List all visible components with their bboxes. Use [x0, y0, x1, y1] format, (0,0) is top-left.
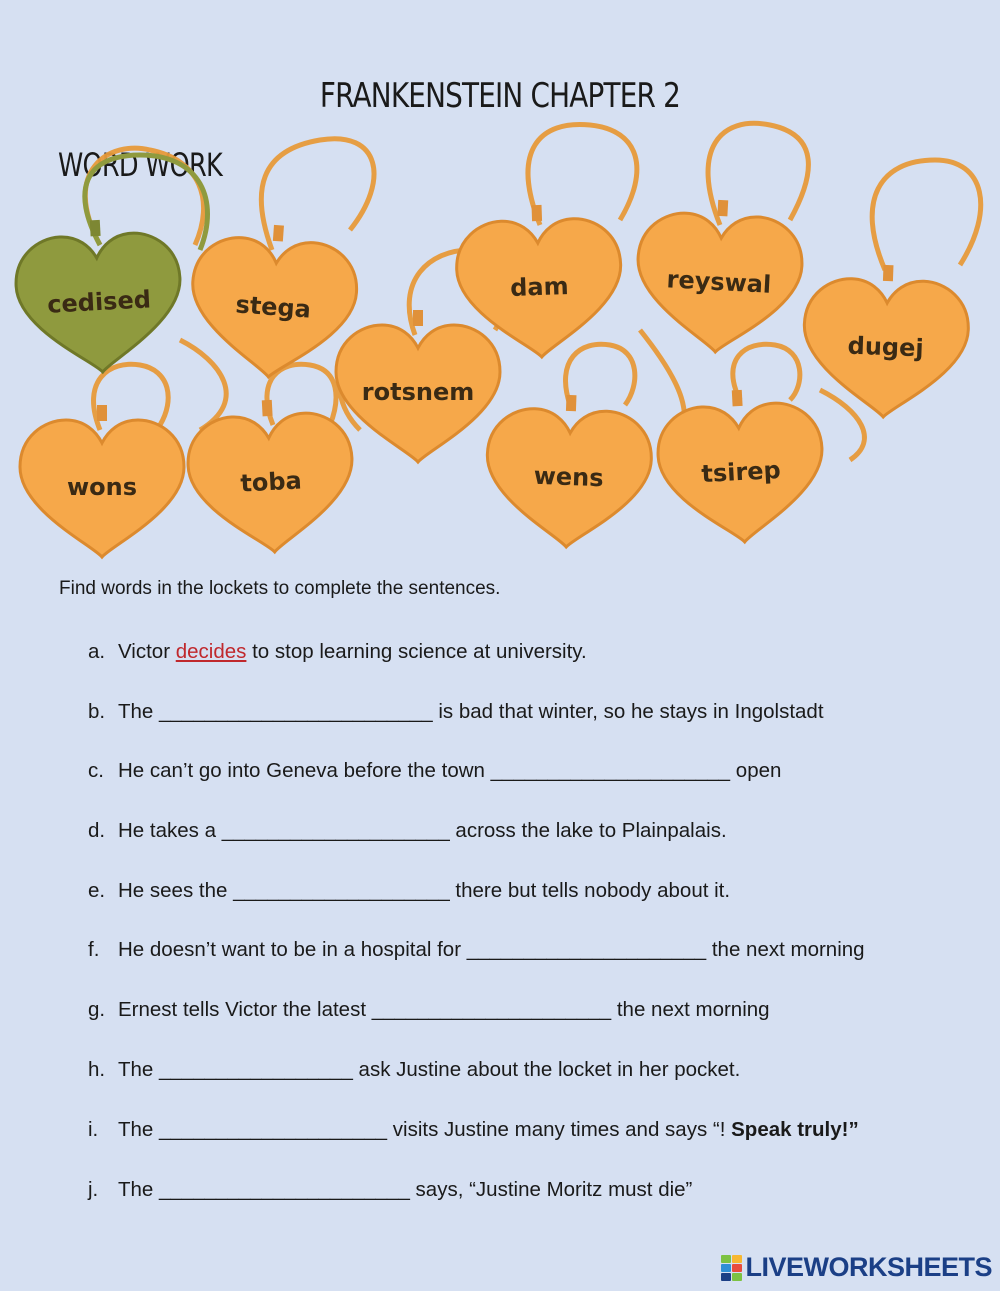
- answer-input[interactable]: decides: [175, 640, 247, 663]
- locket-bail: [883, 265, 894, 281]
- question-letter: a.: [88, 640, 106, 663]
- sentence-text: He doesn’t want to be in a hospital for: [118, 938, 467, 961]
- sentence-text: across the lake to Plainpalais.: [449, 819, 727, 842]
- answer-blank-input[interactable]: ___________________: [233, 879, 450, 902]
- locket-word: wons: [66, 473, 138, 501]
- question-h: [88, 1058, 740, 1082]
- question-d: [88, 819, 727, 843]
- locket-word: rotsnem: [361, 378, 475, 406]
- answer-blank-input[interactable]: _____________________: [466, 938, 707, 961]
- question-b: [88, 700, 824, 724]
- question-f: [88, 938, 865, 962]
- lockets-illustration: [0, 0, 1000, 570]
- sentence-text: there but tells nobody about it.: [449, 879, 731, 902]
- section-title: WORD WORK: [58, 146, 222, 184]
- question-letter: c.: [88, 759, 104, 782]
- sentence-text: to stop learning science at university.: [246, 640, 587, 663]
- question-j: [88, 1178, 692, 1202]
- answer-blank-input[interactable]: ________________________: [159, 700, 433, 723]
- locket-bail: [532, 205, 543, 221]
- locket-word: reyswal: [665, 265, 772, 299]
- question-letter: h.: [88, 1058, 106, 1081]
- answer-blank-input[interactable]: ____________________: [221, 819, 450, 842]
- question-g: [88, 998, 770, 1022]
- question-letter: e.: [88, 879, 106, 902]
- locket-bail: [413, 310, 423, 326]
- instruction-text: Find words in the lockets to complete the sentences.: [59, 578, 501, 599]
- sentence-text: visits Justine many times and says “!: [387, 1118, 732, 1141]
- sentence-text: The: [118, 1178, 160, 1201]
- answer-blank-input[interactable]: ______________________: [159, 1178, 410, 1201]
- sentence-text: ask Justine about the locket in her pocket.: [352, 1058, 741, 1081]
- locket-word: dugej: [847, 331, 925, 363]
- question-letter: d.: [88, 819, 106, 842]
- question-letter: j.: [88, 1178, 99, 1201]
- locket-9: [484, 392, 653, 550]
- sentence-text: Ernest tells Victor the latest: [118, 998, 372, 1021]
- locket-word: tsirep: [700, 455, 782, 489]
- question-a: [88, 640, 587, 664]
- sentence-text: He can’t go into Geneva before the town: [118, 759, 491, 782]
- brand-name: LIVEWORKSHEETS: [745, 1252, 992, 1282]
- locket-bail: [97, 405, 107, 421]
- locket-bail: [717, 200, 728, 217]
- answer-blank-input[interactable]: _________________: [159, 1058, 353, 1081]
- sentence-text: Victor: [118, 640, 176, 663]
- sentence-text: the next morning: [611, 998, 770, 1021]
- locket-word: stega: [234, 290, 312, 324]
- locket-bail: [90, 220, 101, 237]
- logo-icon: [721, 1255, 742, 1281]
- sentence-text: is bad that winter, so he stays in Ingolstadt: [432, 700, 824, 723]
- locket-word: dam: [509, 272, 570, 303]
- question-letter: b.: [88, 700, 106, 723]
- sentence-text: The: [118, 1118, 160, 1141]
- sentence-bold-text: Speak truly!”: [731, 1118, 859, 1141]
- locket-word: cedised: [46, 285, 152, 319]
- question-letter: g.: [88, 998, 106, 1021]
- locket-bail: [732, 390, 743, 407]
- locket-10: [655, 386, 827, 546]
- locket-bail: [566, 395, 577, 411]
- sentence-text: He sees the: [118, 879, 234, 902]
- locket-bail: [262, 400, 273, 417]
- sentence-text: The: [118, 700, 160, 723]
- answer-blank-input[interactable]: _____________________: [371, 998, 612, 1021]
- locket-word: toba: [239, 466, 303, 498]
- answer-blank-input[interactable]: ____________________: [159, 1118, 388, 1141]
- question-i: [88, 1118, 859, 1142]
- page-title: FRANKENSTEIN CHAPTER 2: [319, 76, 681, 116]
- answer-blank-input[interactable]: _____________________: [490, 759, 731, 782]
- question-e: [88, 879, 730, 903]
- locket-3: [336, 310, 500, 462]
- question-letter: f.: [88, 938, 100, 961]
- locket-bail: [273, 225, 284, 242]
- sentence-text: says, “Justine Moritz must die”: [409, 1178, 693, 1201]
- question-letter: i.: [88, 1118, 99, 1141]
- locket-word: wens: [533, 461, 605, 493]
- sentence-text: open: [730, 759, 782, 782]
- liveworksheets-logo: [721, 1252, 992, 1283]
- locket-7: [20, 405, 184, 557]
- sentence-text: the next morning: [706, 938, 865, 961]
- sentence-text: The: [118, 1058, 160, 1081]
- question-c: [88, 759, 781, 783]
- sentence-text: He takes a: [118, 819, 222, 842]
- locket-2: [187, 220, 361, 383]
